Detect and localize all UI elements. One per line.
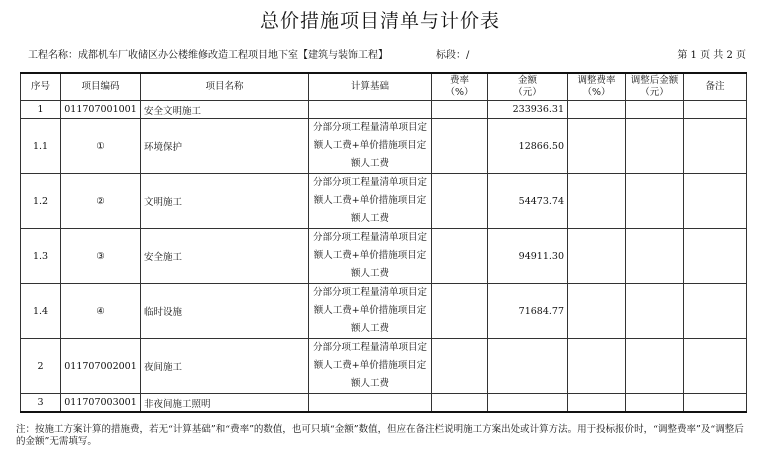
cell-code: ① bbox=[61, 119, 141, 174]
cell-basis bbox=[309, 394, 432, 413]
header-basis: 计算基础 bbox=[309, 73, 432, 101]
cell-rate bbox=[432, 119, 488, 174]
cell-remark bbox=[684, 174, 747, 229]
cell-seq: 1.1 bbox=[21, 119, 61, 174]
cell-code: 011707003001 bbox=[61, 394, 141, 413]
header-code: 项目编码 bbox=[61, 73, 141, 101]
cell-adjusted-rate bbox=[568, 339, 626, 394]
cell-name: 夜间施工 bbox=[141, 339, 309, 394]
cell-name: 安全施工 bbox=[141, 229, 309, 284]
cell-adjusted-rate bbox=[568, 119, 626, 174]
cell-amount: 12866.50 bbox=[488, 119, 568, 174]
cell-name: 安全文明施工 bbox=[141, 101, 309, 119]
cell-remark bbox=[684, 229, 747, 284]
cell-basis: 分部分项工程量清单项目定 额人工费+单价措施项目定 额人工费 bbox=[309, 284, 432, 339]
cell-remark bbox=[684, 284, 747, 339]
header-remark: 备注 bbox=[684, 73, 747, 101]
header-rate: 费率 （%） bbox=[432, 73, 488, 101]
cell-adjusted-rate bbox=[568, 101, 626, 119]
cell-amount: 71684.77 bbox=[488, 284, 568, 339]
cell-amount: 54473.74 bbox=[488, 174, 568, 229]
cell-adjusted-amount bbox=[626, 339, 684, 394]
cell-adjusted-rate bbox=[568, 284, 626, 339]
cell-seq: 3 bbox=[21, 394, 61, 413]
cell-amount: 94911.30 bbox=[488, 229, 568, 284]
cell-adjusted-amount bbox=[626, 394, 684, 413]
table-row bbox=[21, 394, 747, 413]
cell-seq: 1 bbox=[21, 101, 61, 119]
cell-adjusted-amount bbox=[626, 174, 684, 229]
cell-basis: 分部分项工程量清单项目定 额人工费+单价措施项目定 额人工费 bbox=[309, 174, 432, 229]
project-name: 工程名称：成都机车厂收储区办公楼维修改造工程项目地下室【建筑与装饰工程】 bbox=[28, 50, 388, 61]
cell-basis bbox=[309, 101, 432, 119]
cell-remark bbox=[684, 101, 747, 119]
cell-amount bbox=[488, 394, 568, 413]
cell-remark bbox=[684, 119, 747, 174]
cell-code: ④ bbox=[61, 284, 141, 339]
header-seq: 序号 bbox=[21, 73, 61, 101]
cell-seq: 1.4 bbox=[21, 284, 61, 339]
table-row bbox=[21, 101, 747, 119]
cell-name: 临时设施 bbox=[141, 284, 309, 339]
cell-rate bbox=[432, 174, 488, 229]
cell-amount bbox=[488, 339, 568, 394]
cell-name: 环境保护 bbox=[141, 119, 309, 174]
table-row bbox=[21, 119, 747, 174]
table-row bbox=[21, 174, 747, 229]
cell-rate bbox=[432, 101, 488, 119]
header-adjusted-rate: 调整费率 （%） bbox=[568, 73, 626, 101]
cell-adjusted-amount bbox=[626, 101, 684, 119]
cell-rate bbox=[432, 339, 488, 394]
cell-seq: 1.2 bbox=[21, 174, 61, 229]
header-adjusted-amount: 调整后金额 （元） bbox=[626, 73, 684, 101]
table-row bbox=[21, 339, 747, 394]
cell-code: 011707001001 bbox=[61, 101, 141, 119]
cell-basis: 分部分项工程量清单项目定 额人工费+单价措施项目定 额人工费 bbox=[309, 229, 432, 284]
cell-remark bbox=[684, 339, 747, 394]
cell-basis: 分部分项工程量清单项目定 额人工费+单价措施项目定 额人工费 bbox=[309, 119, 432, 174]
cell-code: ② bbox=[61, 174, 141, 229]
cell-adjusted-amount bbox=[626, 229, 684, 284]
cell-adjusted-amount bbox=[626, 119, 684, 174]
table-row bbox=[21, 229, 747, 284]
document-title: 总价措施项目清单与计价表 bbox=[259, 10, 500, 32]
cell-adjusted-rate bbox=[568, 229, 626, 284]
cell-seq: 2 bbox=[21, 339, 61, 394]
footnote: 注：按施工方案计算的措施费，若无“计算基础”和“费率”的数值，也可只填“金额”数值，但应在备注栏说明施工方案出处或计算方法。用于投标报价时，“调整费率”及“调整后的金额”无需填写。 bbox=[16, 424, 744, 447]
cell-rate bbox=[432, 394, 488, 413]
cell-rate bbox=[432, 229, 488, 284]
header-amount: 金额 （元） bbox=[488, 73, 568, 101]
table-header-row bbox=[21, 73, 747, 101]
cell-amount: 233936.31 bbox=[488, 101, 568, 119]
cell-remark bbox=[684, 394, 747, 413]
cell-code: ③ bbox=[61, 229, 141, 284]
cell-adjusted-amount bbox=[626, 284, 684, 339]
cell-seq: 1.3 bbox=[21, 229, 61, 284]
cell-adjusted-rate bbox=[568, 174, 626, 229]
header-name: 项目名称 bbox=[141, 73, 309, 101]
section-label: 标段：/ bbox=[436, 50, 470, 61]
cell-adjusted-rate bbox=[568, 394, 626, 413]
measures-table bbox=[20, 72, 747, 413]
cell-code: 011707002001 bbox=[61, 339, 141, 394]
cell-basis: 分部分项工程量清单项目定 额人工费+单价措施项目定 额人工费 bbox=[309, 339, 432, 394]
cell-name: 非夜间施工照明 bbox=[141, 394, 309, 413]
cell-name: 文明施工 bbox=[141, 174, 309, 229]
table-row bbox=[21, 284, 747, 339]
cell-rate bbox=[432, 284, 488, 339]
page-indicator: 第 1 页 共 2 页 bbox=[677, 50, 746, 61]
